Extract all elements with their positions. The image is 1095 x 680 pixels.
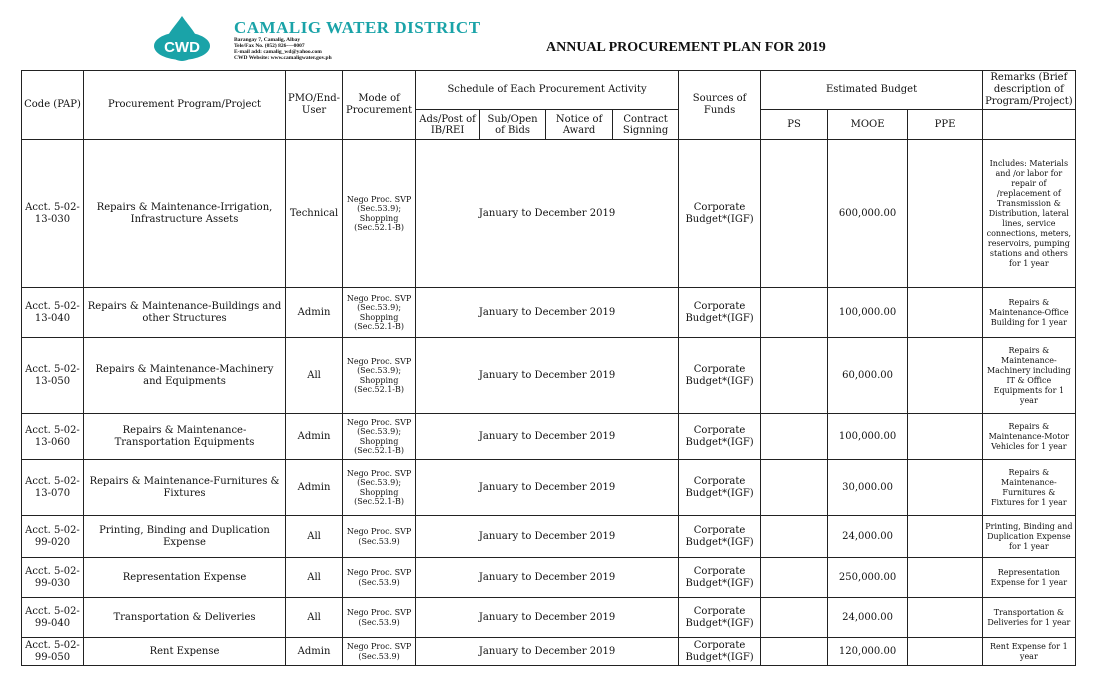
cell-program: Repairs & Maintenance-Furnitures & Fixtures bbox=[84, 460, 286, 516]
cell-mode: Nego Proc. SVP (Sec.53.9) bbox=[343, 638, 416, 666]
cell-pmo: Technical bbox=[286, 140, 343, 288]
cell-ppe bbox=[908, 460, 983, 516]
cell-mode: Nego Proc. SVP (Sec.53.9); Shopping (Sec.52.1-B) bbox=[343, 338, 416, 414]
cell-mooe: 24,000.00 bbox=[828, 598, 908, 638]
cell-mooe: 100,000.00 bbox=[828, 288, 908, 338]
cell-ps bbox=[761, 414, 828, 460]
cell-sources: Corporate Budget*(IGF) bbox=[679, 558, 761, 598]
cell-pmo: All bbox=[286, 516, 343, 558]
header-mooe: MOOE bbox=[828, 110, 908, 140]
header-remarks-blank bbox=[983, 110, 1076, 140]
cell-remarks: Includes: Materials and /or labor for repair of /replacement of Transmission & Distribution, lateral lines, service connections, meters, reservoirs, pumping stations and others for 1 year bbox=[983, 140, 1076, 288]
cell-schedule: January to December 2019 bbox=[416, 288, 679, 338]
cell-ppe bbox=[908, 516, 983, 558]
cell-sources: Corporate Budget*(IGF) bbox=[679, 414, 761, 460]
cell-mooe: 120,000.00 bbox=[828, 638, 908, 666]
header-ads: Ads/Post of IB/REI bbox=[416, 110, 480, 140]
document-title: ANNUAL PROCUREMENT PLAN FOR 2019 bbox=[546, 40, 826, 55]
org-telefax: Tele/Fax No. (052) 826-—0007 bbox=[234, 43, 305, 49]
cell-ps bbox=[761, 338, 828, 414]
header-mode: Mode of Procurement bbox=[343, 71, 416, 140]
cell-mode: Nego Proc. SVP (Sec.53.9); Shopping (Sec.52.1-B) bbox=[343, 460, 416, 516]
cell-remarks: Printing, Binding and Duplication Expense for 1 year bbox=[983, 516, 1076, 558]
cell-mode: Nego Proc. SVP (Sec.53.9); Shopping (Sec.52.1-B) bbox=[343, 288, 416, 338]
cell-ppe bbox=[908, 638, 983, 666]
table-row bbox=[22, 338, 1076, 414]
table-row bbox=[22, 558, 1076, 598]
cell-mode: Nego Proc. SVP (Sec.53.9); Shopping (Sec.52.1-B) bbox=[343, 414, 416, 460]
water-district-logo bbox=[152, 14, 212, 64]
cell-ps bbox=[761, 288, 828, 338]
cell-mooe: 30,000.00 bbox=[828, 460, 908, 516]
cell-ps bbox=[761, 638, 828, 666]
header-notice: Notice of Award bbox=[546, 110, 613, 140]
cell-code: Acct. 5-02-13-060 bbox=[22, 414, 84, 460]
table-row bbox=[22, 638, 1076, 666]
header-remarks: Remarks (Brief description of Program/Project) bbox=[983, 71, 1076, 110]
cell-schedule: January to December 2019 bbox=[416, 598, 679, 638]
cell-schedule: January to December 2019 bbox=[416, 338, 679, 414]
cell-code: Acct. 5-02-99-020 bbox=[22, 516, 84, 558]
cell-program: Repairs & Maintenance-Machinery and Equipments bbox=[84, 338, 286, 414]
cell-remarks: Representation Expense for 1 year bbox=[983, 558, 1076, 598]
cell-code: Acct. 5-02-99-040 bbox=[22, 598, 84, 638]
header-code: Code (PAP) bbox=[22, 71, 84, 140]
header-sources: Sources of Funds bbox=[679, 71, 761, 140]
table-row bbox=[22, 288, 1076, 338]
logo-text: CWD bbox=[164, 39, 200, 56]
cell-ppe bbox=[908, 288, 983, 338]
org-name: CAMALIG WATER DISTRICT bbox=[234, 18, 481, 37]
header-sub-open: Sub/Open of Bids bbox=[480, 110, 546, 140]
cell-ps bbox=[761, 558, 828, 598]
cell-sources: Corporate Budget*(IGF) bbox=[679, 516, 761, 558]
cell-remarks: Repairs & Maintenance-Motor Vehicles for 1 year bbox=[983, 414, 1076, 460]
cell-pmo: All bbox=[286, 558, 343, 598]
cell-program: Repairs & Maintenance-Buildings and other Structures bbox=[84, 288, 286, 338]
cell-remarks: Rent Expense for 1 year bbox=[983, 638, 1076, 666]
cell-ppe bbox=[908, 598, 983, 638]
table-row bbox=[22, 460, 1076, 516]
cell-schedule: January to December 2019 bbox=[416, 516, 679, 558]
cell-ps bbox=[761, 598, 828, 638]
header-program: Procurement Program/Project bbox=[84, 71, 286, 140]
cell-ps bbox=[761, 460, 828, 516]
cell-mode: Nego Proc. SVP (Sec.53.9) bbox=[343, 516, 416, 558]
header-schedule: Schedule of Each Procurement Activity bbox=[416, 71, 679, 110]
document-header bbox=[0, 0, 1095, 68]
cell-program: Printing, Binding and Duplication Expense bbox=[84, 516, 286, 558]
cell-ppe bbox=[908, 338, 983, 414]
table-row bbox=[22, 598, 1076, 638]
header-ps: PS bbox=[761, 110, 828, 140]
cell-schedule: January to December 2019 bbox=[416, 140, 679, 288]
org-email: E-mail add: camalig_wd@yahoo.com bbox=[234, 49, 322, 55]
cell-pmo: Admin bbox=[286, 288, 343, 338]
cell-ppe bbox=[908, 140, 983, 288]
cell-code: Acct. 5-02-99-050 bbox=[22, 638, 84, 666]
org-address: Barangay 7, Camalig, Albay bbox=[234, 37, 301, 43]
header-pmo: PMO/End-User bbox=[286, 71, 343, 140]
cell-schedule: January to December 2019 bbox=[416, 558, 679, 598]
cell-pmo: Admin bbox=[286, 414, 343, 460]
header-budget: Estimated Budget bbox=[761, 71, 983, 110]
cell-pmo: All bbox=[286, 598, 343, 638]
cell-ps bbox=[761, 140, 828, 288]
cell-program: Rent Expense bbox=[84, 638, 286, 666]
cell-ppe bbox=[908, 414, 983, 460]
cell-sources: Corporate Budget*(IGF) bbox=[679, 638, 761, 666]
cell-code: Acct. 5-02-13-030 bbox=[22, 140, 84, 288]
cell-sources: Corporate Budget*(IGF) bbox=[679, 460, 761, 516]
cell-mode: Nego Proc. SVP (Sec.53.9) bbox=[343, 598, 416, 638]
cell-program: Repairs & Maintenance-Transportation Equipments bbox=[84, 414, 286, 460]
cell-sources: Corporate Budget*(IGF) bbox=[679, 288, 761, 338]
cell-sources: Corporate Budget*(IGF) bbox=[679, 140, 761, 288]
cell-code: Acct. 5-02-13-070 bbox=[22, 460, 84, 516]
cell-program: Representation Expense bbox=[84, 558, 286, 598]
cell-schedule: January to December 2019 bbox=[416, 638, 679, 666]
cell-schedule: January to December 2019 bbox=[416, 460, 679, 516]
cell-sources: Corporate Budget*(IGF) bbox=[679, 338, 761, 414]
cell-sources: Corporate Budget*(IGF) bbox=[679, 598, 761, 638]
table-row bbox=[22, 414, 1076, 460]
cell-code: Acct. 5-02-13-050 bbox=[22, 338, 84, 414]
cell-mooe: 100,000.00 bbox=[828, 414, 908, 460]
cell-pmo: Admin bbox=[286, 460, 343, 516]
cell-ppe bbox=[908, 558, 983, 598]
cell-mode: Nego Proc. SVP (Sec.53.9) bbox=[343, 558, 416, 598]
cell-code: Acct. 5-02-99-030 bbox=[22, 558, 84, 598]
cell-pmo: Admin bbox=[286, 638, 343, 666]
header-contract: Contract Signning bbox=[613, 110, 679, 140]
cell-remarks: Repairs & Maintenance-Machinery including IT & Office Equipments for 1 year bbox=[983, 338, 1076, 414]
cell-mooe: 600,000.00 bbox=[828, 140, 908, 288]
cell-schedule: January to December 2019 bbox=[416, 414, 679, 460]
cell-code: Acct. 5-02-13-040 bbox=[22, 288, 84, 338]
table-row bbox=[22, 516, 1076, 558]
procurement-table bbox=[21, 70, 1076, 666]
cell-program: Repairs & Maintenance-Irrigation, Infrastructure Assets bbox=[84, 140, 286, 288]
cell-remarks: Transportation & Deliveries for 1 year bbox=[983, 598, 1076, 638]
cell-ps bbox=[761, 516, 828, 558]
cell-program: Transportation & Deliveries bbox=[84, 598, 286, 638]
table-row bbox=[22, 140, 1076, 288]
header-ppe: PPE bbox=[908, 110, 983, 140]
cell-mooe: 250,000.00 bbox=[828, 558, 908, 598]
cell-pmo: All bbox=[286, 338, 343, 414]
cell-mooe: 60,000.00 bbox=[828, 338, 908, 414]
org-website: CWD Website: www.camaligwater.gov.ph bbox=[234, 55, 332, 61]
cell-remarks: Repairs & Maintenance-Office Building for 1 year bbox=[983, 288, 1076, 338]
cell-mooe: 24,000.00 bbox=[828, 516, 908, 558]
cell-remarks: Repairs & Maintenance-Furnitures & Fixtures for 1 year bbox=[983, 460, 1076, 516]
cell-mode: Nego Proc. SVP (Sec.53.9); Shopping (Sec.52.1-B) bbox=[343, 140, 416, 288]
